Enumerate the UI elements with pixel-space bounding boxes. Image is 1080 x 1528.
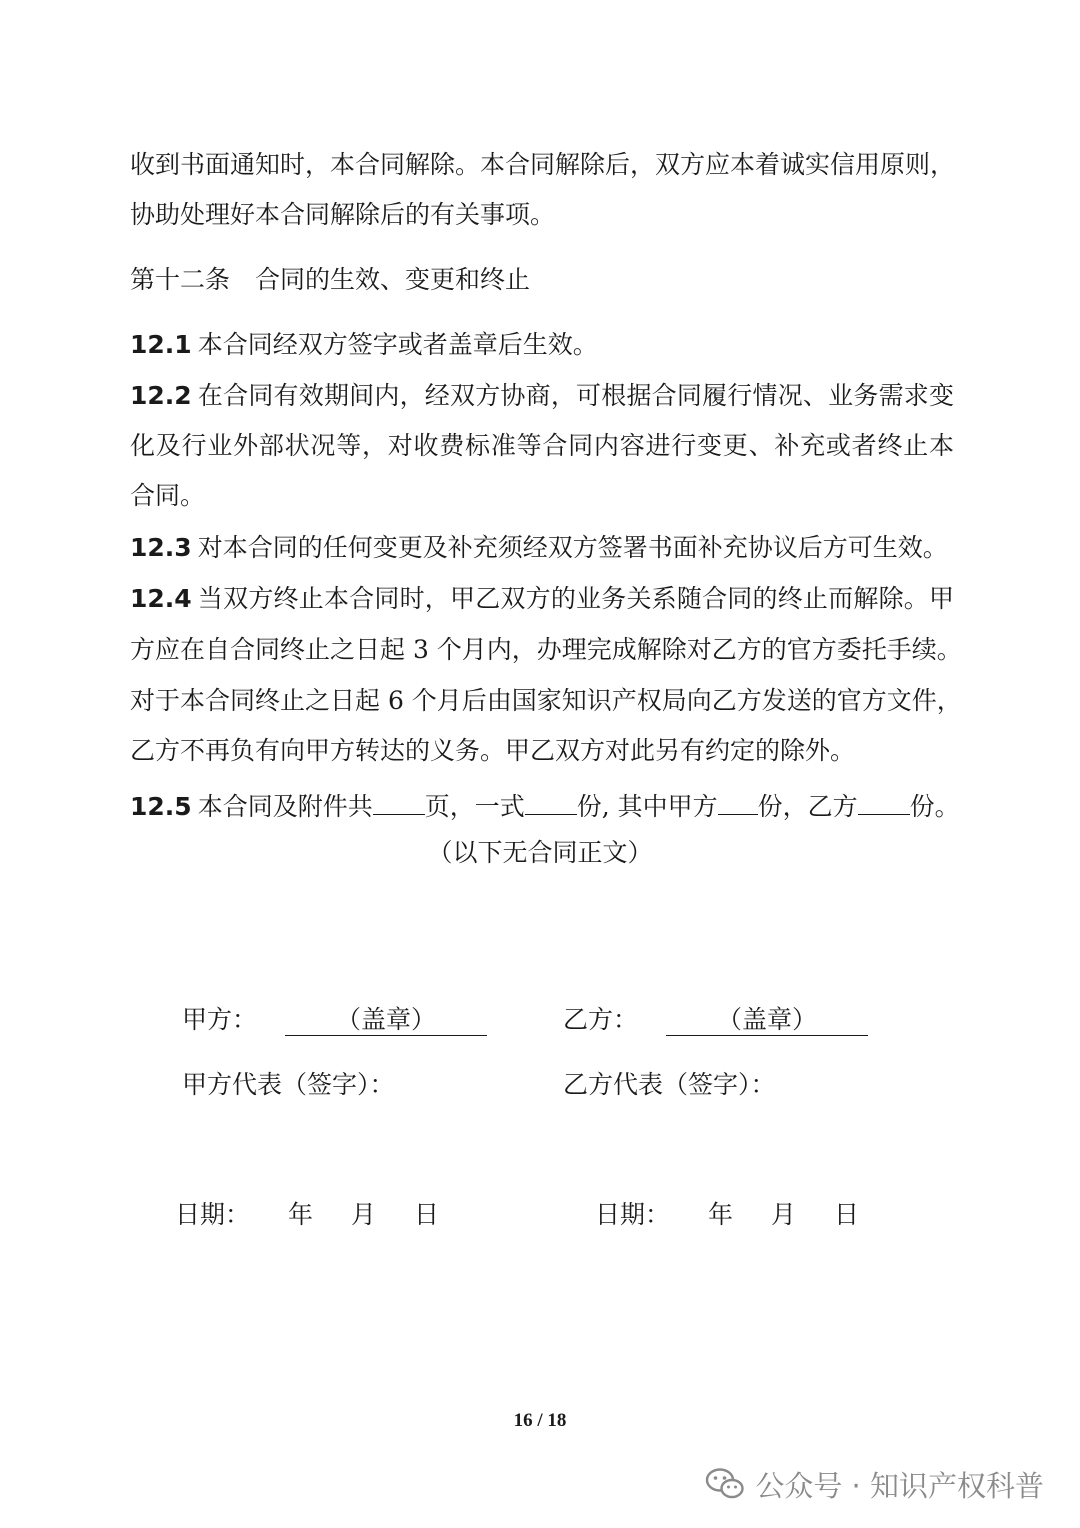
date-day: 日: [834, 1200, 860, 1229]
clause-text: 本合同及附件共: [197, 792, 373, 821]
clause-number: 12.4: [130, 584, 192, 613]
clause-12-4-line-3: 对于本合同终止之日起 6 个月后由国家知识产权局向乙方发送的官方文件，: [130, 686, 962, 715]
party-b-seal-field[interactable]: （盖章）: [666, 1005, 868, 1036]
clause-12-2-line-3: 合同。: [130, 481, 206, 510]
clause-text: 份，乙方: [757, 792, 858, 821]
blank-party-a-copies[interactable]: [718, 788, 758, 815]
date-month: 月: [771, 1200, 797, 1229]
clause-number: 12.3: [130, 533, 192, 562]
blank-pages[interactable]: [373, 788, 425, 815]
clause-number: 12.1: [130, 330, 192, 359]
clause-12-4-line-4: 乙方不再负有向甲方转达的义务。甲乙双方对此另有约定的除外。: [130, 736, 856, 765]
clause-12-2-line-2: 化及行业外部状况等，对收费标准等合同内容进行变更、补充或者终止本: [130, 431, 954, 460]
party-a-seal: [182, 1005, 487, 1036]
clause-text: 对本合同的任何变更及补充须经双方签署书面补充协议后方可生效。: [197, 533, 948, 562]
clause-text: 页，一式: [424, 792, 525, 821]
party-b-label: 乙方：: [563, 1005, 639, 1034]
clause-12-2: [130, 381, 954, 411]
clause-text: 份。: [909, 792, 960, 821]
date-day: 日: [414, 1200, 440, 1229]
party-a-seal-field[interactable]: （盖章）: [285, 1005, 487, 1036]
party-a-representative: 甲方代表（签字）：: [182, 1070, 395, 1099]
clause-12-4-line-2: 方应在自合同终止之日起 3 个月内，办理完成解除对乙方的官方委托手续。: [130, 635, 962, 664]
watermark: [705, 1462, 1044, 1506]
clause-number: 12.2: [130, 381, 192, 410]
page-number: 16 / 18: [513, 1410, 567, 1431]
party-b-seal: [563, 1005, 868, 1036]
article-heading: 第十二条 合同的生效、变更和终止: [130, 265, 531, 294]
blank-party-b-copies[interactable]: [858, 788, 910, 815]
clause-text: 当双方终止本合同时，甲乙双方的业务关系随合同的终止而解除。甲: [197, 584, 954, 613]
clause-12-4: [130, 584, 954, 614]
watermark-text: 公众号 · 知识产权科普: [755, 1468, 1044, 1503]
date-month: 月: [351, 1200, 377, 1229]
clause-text: 本合同经双方签字或者盖章后生效。: [197, 330, 598, 359]
body-line-1: 收到书面通知时，本合同解除。本合同解除后，双方应本着诚实信用原则，: [130, 150, 956, 179]
blank-copies[interactable]: [525, 788, 577, 815]
date-year: 年: [708, 1200, 734, 1229]
date-label: 日期：: [175, 1200, 251, 1229]
clause-text: 在合同有效期间内，经双方协商，可根据合同履行情况、业务需求变: [197, 381, 954, 410]
end-of-text-note: （以下无合同正文）: [427, 838, 653, 867]
party-a-label: 甲方：: [182, 1005, 258, 1034]
body-line-2: 协助处理好本合同解除后的有关事项。: [130, 200, 556, 229]
clause-12-1: [130, 330, 598, 360]
date-year: 年: [288, 1200, 314, 1229]
party-b-representative: 乙方代表（签字）：: [563, 1070, 776, 1099]
party-b-date: [595, 1200, 859, 1230]
clause-12-3: [130, 533, 948, 563]
party-a-date: [175, 1200, 439, 1230]
clause-text: 份, 其中甲方: [576, 792, 718, 821]
date-label: 日期：: [595, 1200, 671, 1229]
clause-number: 12.5: [130, 792, 192, 821]
clause-12-5: [130, 788, 960, 822]
wechat-icon: [705, 1467, 745, 1501]
